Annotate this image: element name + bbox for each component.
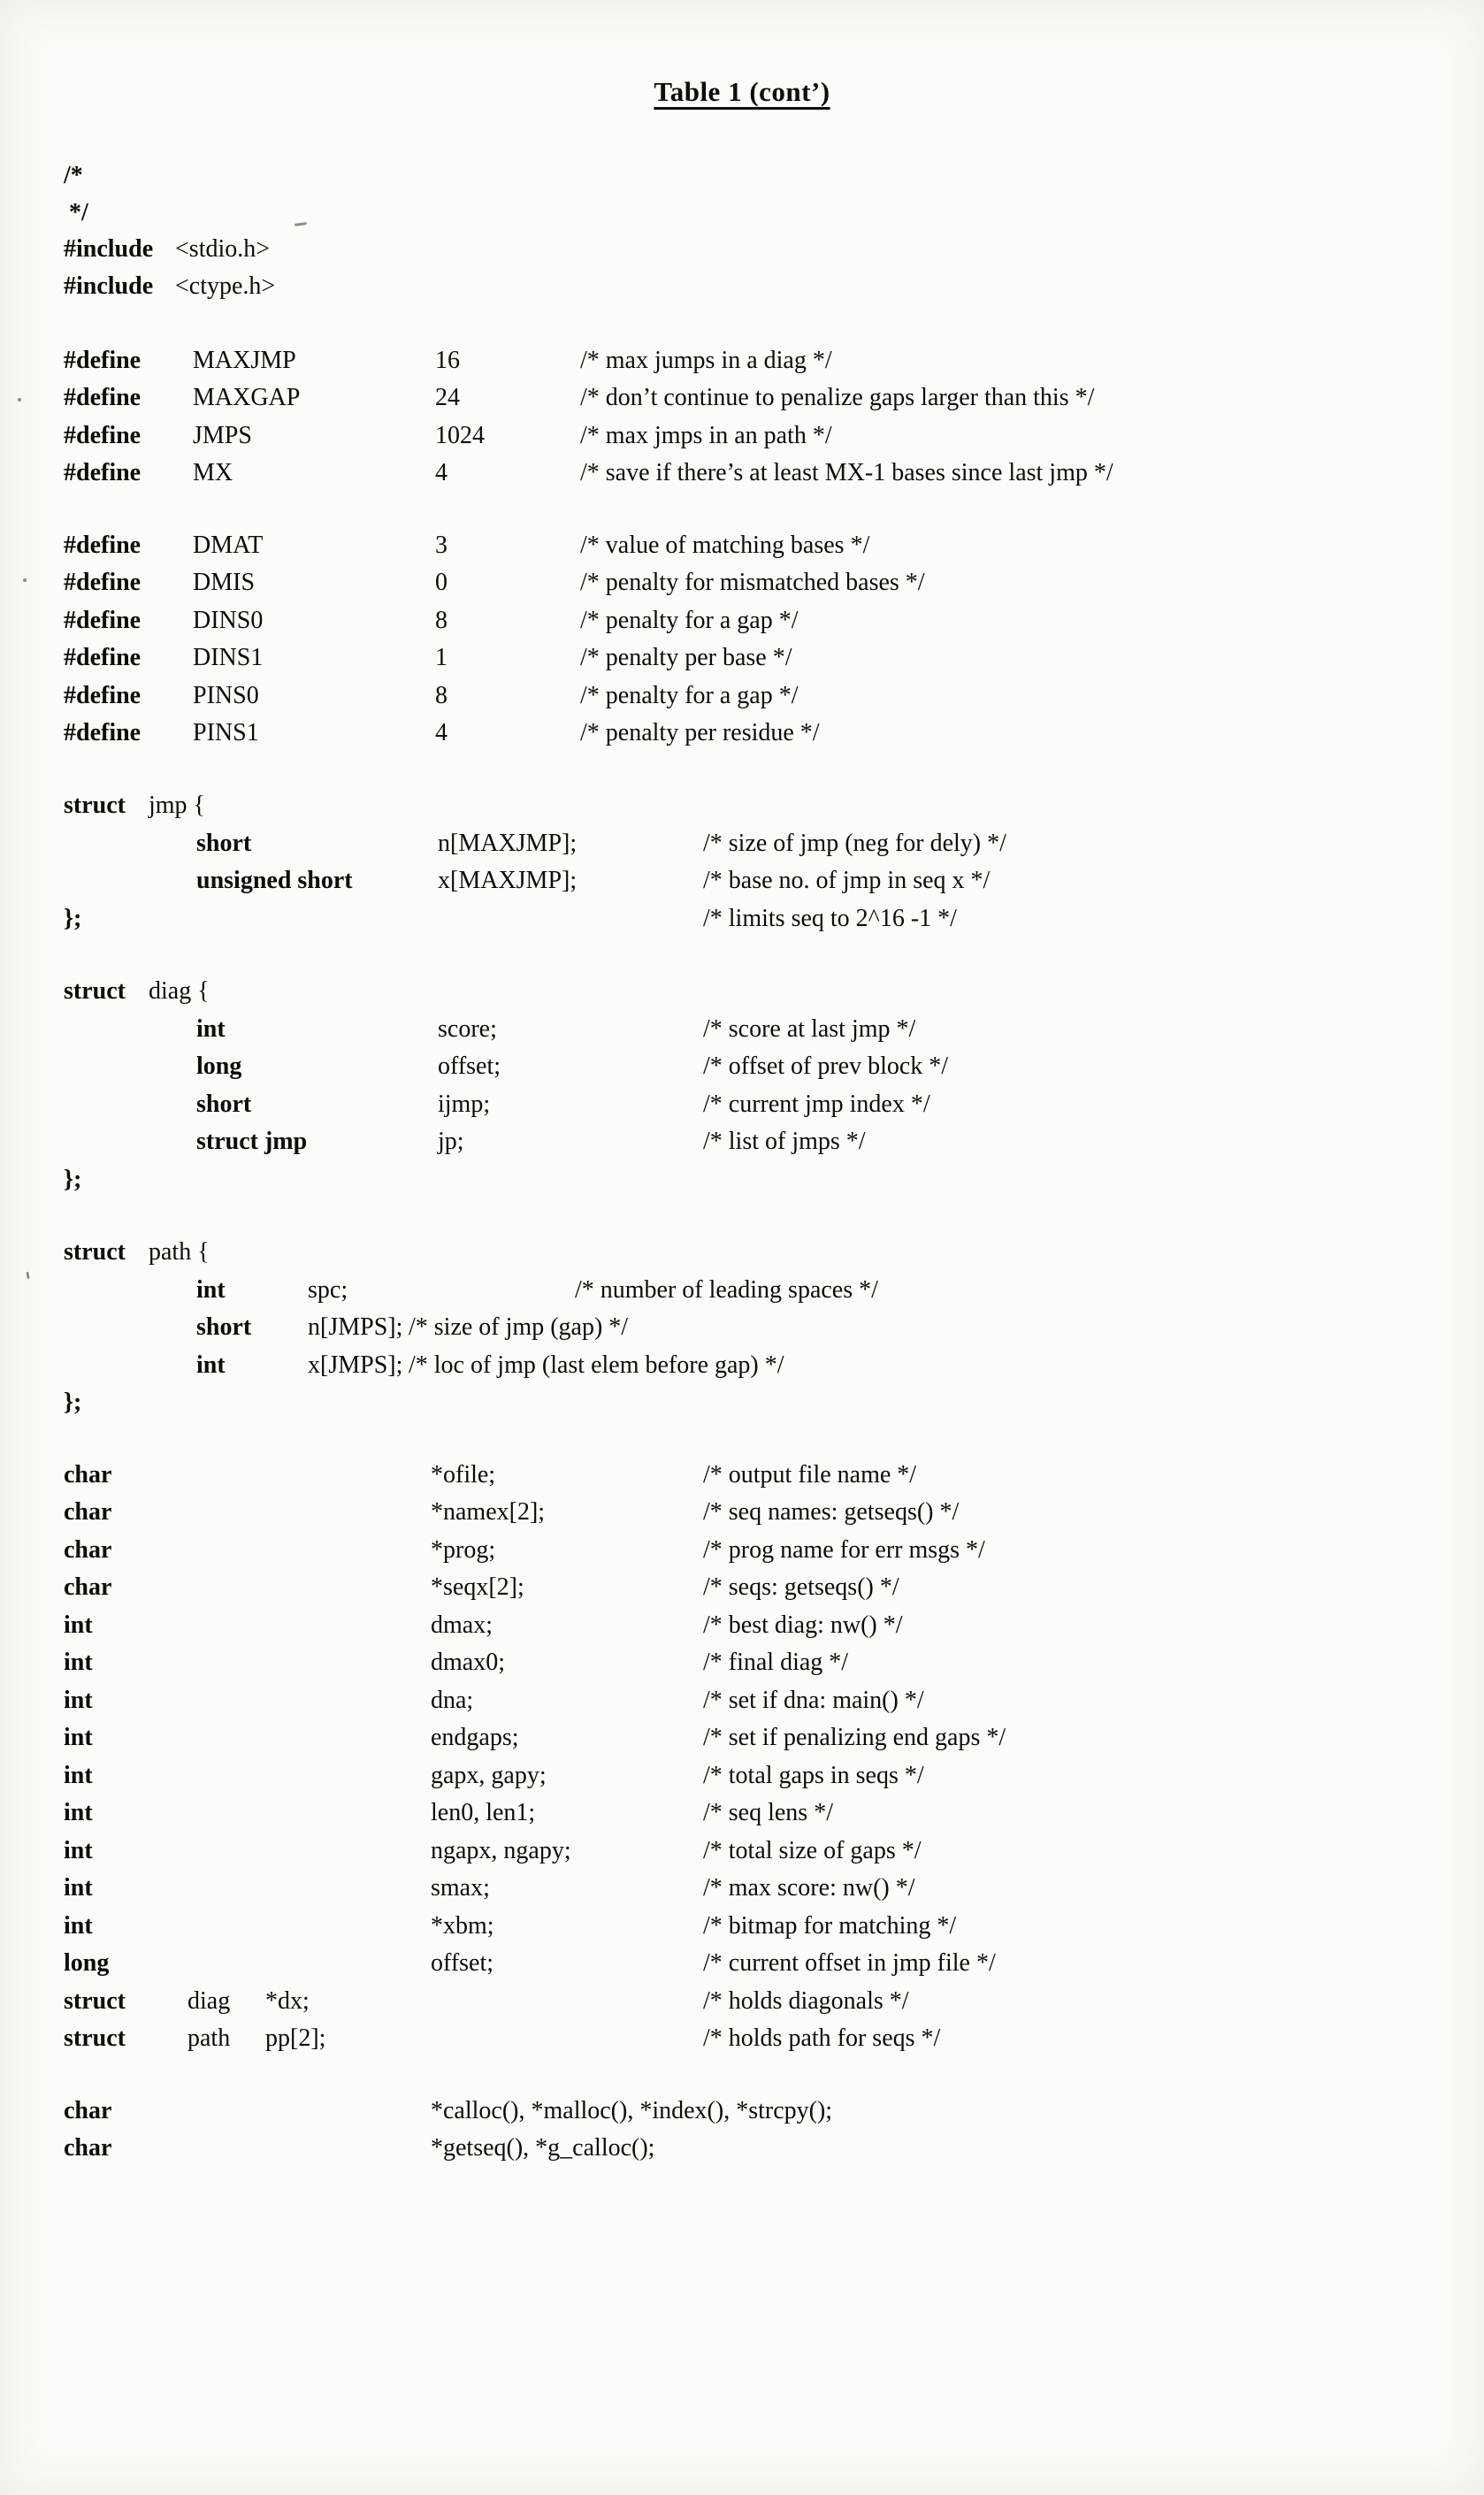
code-segment: /* max jmps in an path */ xyxy=(580,422,832,449)
code-segment: /* total size of gaps */ xyxy=(703,1837,922,1864)
code-segment: *namex[2]; xyxy=(431,1498,546,1526)
code-segment: int xyxy=(196,1015,226,1043)
code-line xyxy=(0,1987,1484,2024)
code-segment: /* holds diagonals */ xyxy=(703,1987,909,2015)
code-line xyxy=(0,1498,1484,1535)
code-segment: struct xyxy=(64,1238,126,1266)
code-segment: score; xyxy=(438,1015,497,1043)
code-segment: <ctype.h> xyxy=(175,272,276,300)
code-segment: /* offset of prev block */ xyxy=(703,1052,949,1080)
code-segment: int xyxy=(64,1762,93,1789)
code-segment: /* don’t continue to penalize gaps larger than this */ xyxy=(580,384,1095,411)
code-segment: char xyxy=(64,1461,112,1489)
code-line xyxy=(0,1052,1484,1090)
code-segment: 0 xyxy=(435,569,447,596)
code-line xyxy=(0,1536,1484,1573)
code-segment: ijmp; xyxy=(438,1091,491,1118)
code-segment: char xyxy=(64,2134,112,2162)
code-segment: n[JMPS]; xyxy=(308,1313,403,1341)
code-segment: /* list of jmps */ xyxy=(703,1128,866,1155)
code-line xyxy=(0,607,1484,644)
code-line xyxy=(0,422,1484,459)
code-segment: n[MAXJMP]; xyxy=(438,830,578,857)
code-segment: char xyxy=(64,1573,112,1601)
code-segment: #include xyxy=(64,235,154,263)
code-segment: int xyxy=(64,1724,93,1751)
code-segment: JMPS xyxy=(193,422,252,449)
code-segment: #define xyxy=(64,644,142,671)
code-line xyxy=(0,1313,1484,1351)
code-segment: spc; xyxy=(308,1276,348,1304)
scan-artifact xyxy=(18,398,21,402)
code-line xyxy=(0,682,1484,719)
code-line xyxy=(0,977,1484,1014)
code-segment: /* seqs: getseqs() */ xyxy=(703,1573,899,1601)
code-segment: char xyxy=(64,2097,112,2124)
code-line xyxy=(0,1166,1484,1203)
code-segment: jp; xyxy=(438,1128,464,1155)
code-segment: 8 xyxy=(435,607,447,634)
code-segment: /* seq names: getseqs() */ xyxy=(703,1498,960,1526)
code-segment: x[JMPS]; xyxy=(308,1351,403,1379)
code-line xyxy=(0,1238,1484,1275)
code-segment: int xyxy=(64,1837,93,1864)
code-line xyxy=(0,1687,1484,1724)
code-segment: *xbm; xyxy=(431,1912,494,1940)
code-segment: /* value of matching bases */ xyxy=(580,532,870,559)
code-line xyxy=(0,1724,1484,1761)
code-segment: 16 xyxy=(435,347,460,374)
code-segment: unsigned short xyxy=(196,867,353,894)
code-line xyxy=(0,1276,1484,1313)
code-segment: #define xyxy=(64,347,142,374)
code-segment: /* loc of jmp (last elem before gap) */ xyxy=(409,1351,784,1379)
code-segment: /* base no. of jmp in seq x */ xyxy=(703,867,991,894)
code-segment: short xyxy=(196,1091,252,1118)
code-segment: DINS0 xyxy=(193,607,264,634)
code-line xyxy=(0,1128,1484,1165)
code-line xyxy=(0,1649,1484,1686)
page-title-text: Table 1 (cont’) xyxy=(654,76,830,107)
code-segment: pp[2]; xyxy=(265,2024,326,2052)
code-segment: short xyxy=(196,1313,252,1341)
code-segment: char xyxy=(64,1536,112,1564)
code-segment: len0, len1; xyxy=(431,1799,536,1826)
code-segment: /* best diag: nw() */ xyxy=(703,1611,903,1639)
code-segment: /* current jmp index */ xyxy=(703,1091,930,1118)
code-segment: int xyxy=(64,1649,93,1676)
scan-artifact xyxy=(23,578,27,582)
code-line xyxy=(0,2024,1484,2062)
code-segment: /* penalty per residue */ xyxy=(580,719,820,746)
code-line xyxy=(0,644,1484,681)
code-segment: jmp { xyxy=(149,792,205,819)
code-segment: smax; xyxy=(431,1874,490,1902)
code-segment: ngapx, ngapy; xyxy=(431,1837,571,1864)
code-segment: *ofile; xyxy=(431,1461,496,1489)
code-segment: /* number of leading spaces */ xyxy=(575,1276,878,1304)
code-line xyxy=(0,1949,1484,1986)
code-line xyxy=(0,1351,1484,1389)
code-segment: #define xyxy=(64,422,142,449)
code-segment: MAXJMP xyxy=(193,347,296,374)
code-line xyxy=(0,2097,1484,2134)
code-segment: }; xyxy=(64,1389,82,1416)
code-segment: 24 xyxy=(435,384,460,411)
code-segment: dna; xyxy=(431,1687,474,1714)
code-segment: path { xyxy=(149,1238,210,1266)
code-line xyxy=(0,199,1484,236)
code-segment: /* xyxy=(64,162,83,189)
code-line xyxy=(0,459,1484,496)
code-line xyxy=(0,1091,1484,1128)
code-segment: dmax; xyxy=(431,1611,493,1639)
code-line xyxy=(0,1389,1484,1426)
code-segment: /* seq lens */ xyxy=(703,1799,833,1826)
code-segment: MAXGAP xyxy=(193,384,301,411)
code-segment: struct xyxy=(64,2024,126,2052)
code-segment: #define xyxy=(64,384,142,411)
code-line xyxy=(0,1912,1484,1949)
code-line xyxy=(0,532,1484,569)
code-line xyxy=(0,384,1484,421)
code-segment: <stdio.h> xyxy=(175,235,271,263)
code-segment: MX xyxy=(193,459,233,486)
code-segment: #define xyxy=(64,607,142,634)
code-segment: endgaps; xyxy=(431,1724,519,1751)
code-segment: long xyxy=(64,1949,110,1977)
code-line xyxy=(0,1874,1484,1911)
code-line xyxy=(0,569,1484,606)
code-segment: /* penalty for mismatched bases */ xyxy=(580,569,925,596)
code-line xyxy=(0,867,1484,904)
code-line xyxy=(0,1461,1484,1498)
code-line xyxy=(0,272,1484,310)
code-segment: /* prog name for err msgs */ xyxy=(703,1536,985,1564)
code-line xyxy=(0,162,1484,199)
code-segment: struct xyxy=(64,977,126,1005)
code-line xyxy=(0,347,1484,384)
code-segment: #define xyxy=(64,532,142,559)
code-segment: 1 xyxy=(435,644,447,671)
code-segment: offset; xyxy=(431,1949,494,1977)
code-segment: /* holds path for seqs */ xyxy=(703,2024,941,2052)
code-line xyxy=(0,2134,1484,2171)
code-segment: #include xyxy=(64,272,154,300)
code-segment: /* bitmap for matching */ xyxy=(703,1912,957,1940)
code-segment: DINS1 xyxy=(193,644,264,671)
code-segment: *prog; xyxy=(431,1536,496,1564)
code-segment: /* max jumps in a diag */ xyxy=(580,347,832,374)
code-segment: char xyxy=(64,1498,112,1526)
code-segment: int xyxy=(64,1687,93,1714)
code-segment: 1024 xyxy=(435,422,485,449)
code-segment: /* save if there’s at least MX-1 bases since last jmp */ xyxy=(580,459,1113,486)
code-segment: *seqx[2]; xyxy=(431,1573,524,1601)
code-segment: /* size of jmp (neg for dely) */ xyxy=(703,830,1006,857)
code-segment: /* penalty for a gap */ xyxy=(580,682,799,709)
code-segment: int xyxy=(196,1351,226,1379)
code-line xyxy=(0,905,1484,942)
code-segment: short xyxy=(196,830,252,857)
code-segment: 4 xyxy=(435,719,447,746)
code-segment: /* total gaps in seqs */ xyxy=(703,1762,924,1789)
code-segment: /* limits seq to 2^16 -1 */ xyxy=(703,905,957,932)
code-segment: gapx, gapy; xyxy=(431,1762,547,1789)
code-segment: #define xyxy=(64,569,142,596)
code-segment: int xyxy=(196,1276,226,1304)
code-segment: 4 xyxy=(435,459,447,486)
code-segment: 8 xyxy=(435,682,447,709)
code-segment: /* size of jmp (gap) */ xyxy=(409,1313,629,1341)
code-segment: PINS0 xyxy=(193,682,259,709)
code-segment: *getseq(), *g_calloc(); xyxy=(431,2134,655,2162)
code-segment: #define xyxy=(64,719,142,746)
code-segment: /* score at last jmp */ xyxy=(703,1015,916,1043)
code-segment: struct xyxy=(64,1987,126,2015)
code-segment: *calloc(), *malloc(), *index(), *strcpy(); xyxy=(431,2097,833,2124)
code-segment: DMAT xyxy=(193,532,264,559)
code-segment: /* max score: nw() */ xyxy=(703,1874,915,1902)
code-segment: dmax0; xyxy=(431,1649,505,1676)
code-segment: /* final diag */ xyxy=(703,1649,849,1676)
code-line xyxy=(0,1573,1484,1611)
code-segment: #define xyxy=(64,682,142,709)
code-segment: DMIS xyxy=(193,569,256,596)
code-line xyxy=(0,792,1484,829)
code-segment: /* set if penalizing end gaps */ xyxy=(703,1724,1006,1751)
code-segment: long xyxy=(196,1052,242,1080)
code-segment: 3 xyxy=(435,532,447,559)
code-segment: diag xyxy=(187,1987,231,2015)
code-segment: struct xyxy=(64,792,126,819)
code-segment: int xyxy=(64,1874,93,1902)
code-segment: /* current offset in jmp file */ xyxy=(703,1949,996,1977)
code-line xyxy=(0,830,1484,867)
code-line xyxy=(0,235,1484,272)
code-line xyxy=(0,1837,1484,1874)
code-segment: *dx; xyxy=(265,1987,310,2015)
code-segment: x[MAXJMP]; xyxy=(438,867,578,894)
code-segment: diag { xyxy=(149,977,210,1005)
code-line xyxy=(0,719,1484,756)
code-line xyxy=(0,1762,1484,1799)
code-line xyxy=(0,1015,1484,1052)
code-segment: path xyxy=(187,2024,231,2052)
code-segment: int xyxy=(64,1799,93,1826)
code-segment: }; xyxy=(64,905,82,932)
code-segment: /* penalty per base */ xyxy=(580,644,792,671)
code-line xyxy=(0,1799,1484,1836)
code-segment: }; xyxy=(64,1166,82,1193)
code-segment: /* set if dna: main() */ xyxy=(703,1687,924,1714)
code-segment: #define xyxy=(64,459,142,486)
code-segment: /* output file name */ xyxy=(703,1461,917,1489)
code-segment: offset; xyxy=(438,1052,501,1080)
code-segment: /* penalty for a gap */ xyxy=(580,607,799,634)
code-segment: int xyxy=(64,1912,93,1940)
code-line xyxy=(0,1611,1484,1649)
code-segment: struct jmp xyxy=(196,1128,308,1155)
code-segment: int xyxy=(64,1611,93,1639)
code-segment: */ xyxy=(69,199,88,226)
code-segment: PINS1 xyxy=(193,719,259,746)
